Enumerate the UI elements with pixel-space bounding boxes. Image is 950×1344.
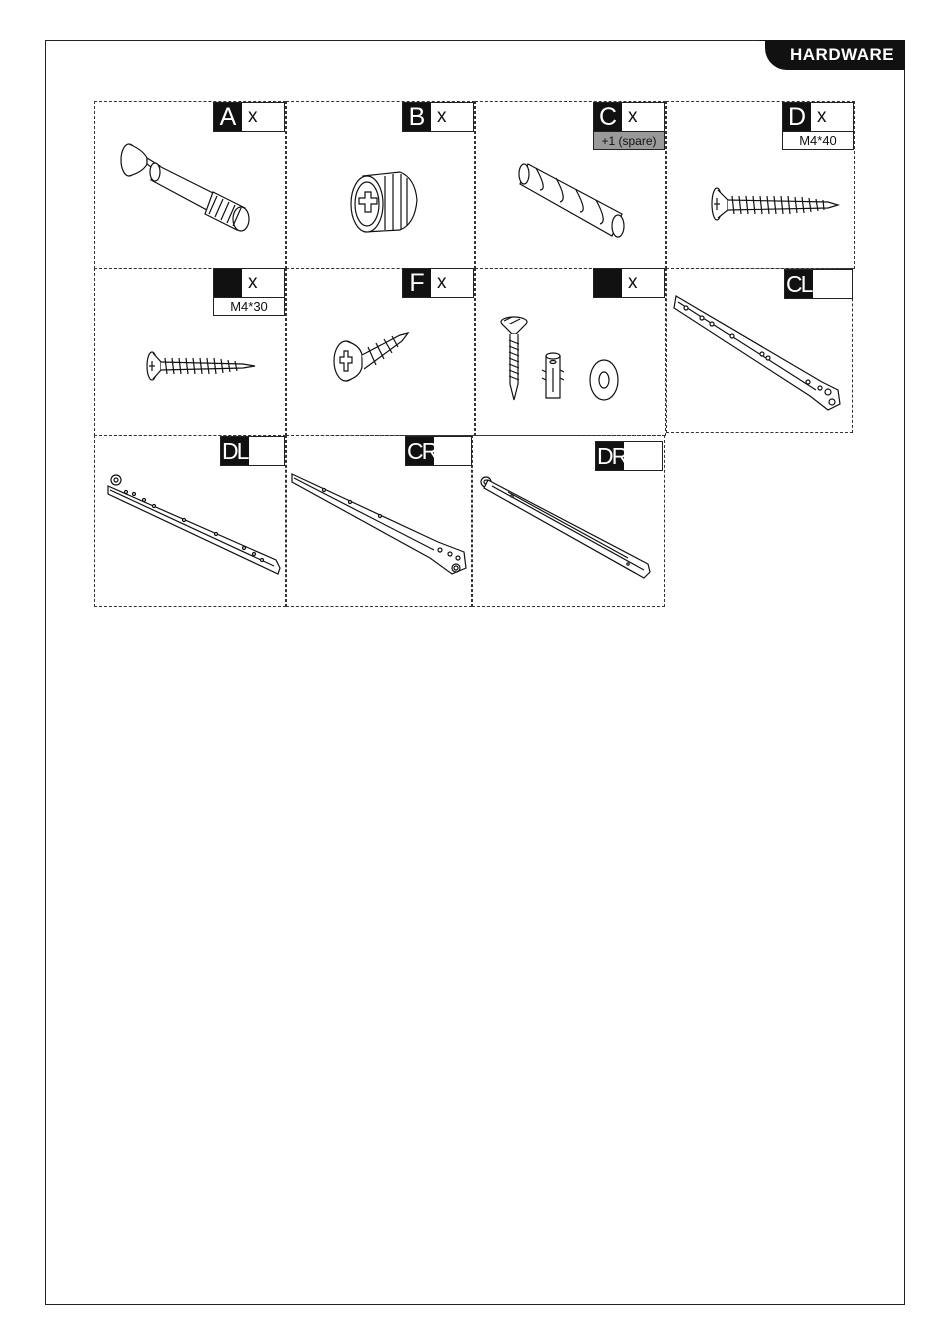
section-tab bbox=[765, 40, 905, 70]
part-letter: D bbox=[783, 103, 811, 131]
part-tag-d bbox=[782, 102, 854, 132]
part-letter bbox=[594, 269, 622, 297]
part-tag-g bbox=[593, 268, 665, 298]
part-tag-b bbox=[402, 102, 474, 132]
qty-mark: x bbox=[437, 106, 447, 127]
part-tag-a bbox=[213, 102, 285, 132]
part-letter: CR bbox=[407, 438, 437, 464]
part-tag-e bbox=[213, 268, 285, 298]
qty-mark: x bbox=[437, 272, 447, 293]
short-screw-icon bbox=[330, 325, 410, 385]
section-title: HARDWARE bbox=[790, 45, 895, 64]
cabinet-rail-right-icon bbox=[290, 468, 470, 578]
medium-screw-icon bbox=[145, 350, 257, 382]
size-note: M4*30 bbox=[213, 298, 285, 316]
part-tag-f bbox=[402, 268, 474, 298]
part-letter: B bbox=[403, 103, 431, 131]
part-letter: DR bbox=[597, 443, 627, 469]
part-tag-dl bbox=[220, 436, 285, 466]
part-letter: C bbox=[594, 103, 622, 131]
qty-mark: x bbox=[817, 106, 827, 127]
part-tag-cr bbox=[405, 436, 472, 466]
drawer-rail-right-icon bbox=[478, 474, 658, 584]
wall-anchor-kit-icon bbox=[498, 312, 623, 404]
long-screw-icon bbox=[710, 186, 840, 226]
part-tag-c bbox=[593, 102, 665, 132]
qty-mark: x bbox=[248, 272, 258, 293]
drawer-rail-left-icon bbox=[104, 470, 284, 580]
part-letter: F bbox=[403, 269, 431, 297]
cabinet-rail-left-icon bbox=[672, 292, 844, 417]
wood-dowel-icon bbox=[518, 160, 633, 240]
size-note: M4*40 bbox=[782, 132, 854, 150]
qty-mark: x bbox=[248, 106, 258, 127]
qty-mark: x bbox=[628, 106, 638, 127]
cam-bolt-icon bbox=[115, 140, 265, 240]
part-letter: DL bbox=[222, 438, 248, 464]
qty-mark: x bbox=[628, 272, 638, 293]
part-letter bbox=[214, 269, 242, 297]
spare-note-text: +1 (spare) bbox=[601, 134, 657, 148]
cam-lock-icon bbox=[345, 168, 425, 238]
part-letter: CL bbox=[786, 271, 812, 297]
spare-note bbox=[593, 132, 665, 150]
part-letter: A bbox=[214, 103, 242, 131]
part-tag-dr bbox=[595, 441, 663, 471]
